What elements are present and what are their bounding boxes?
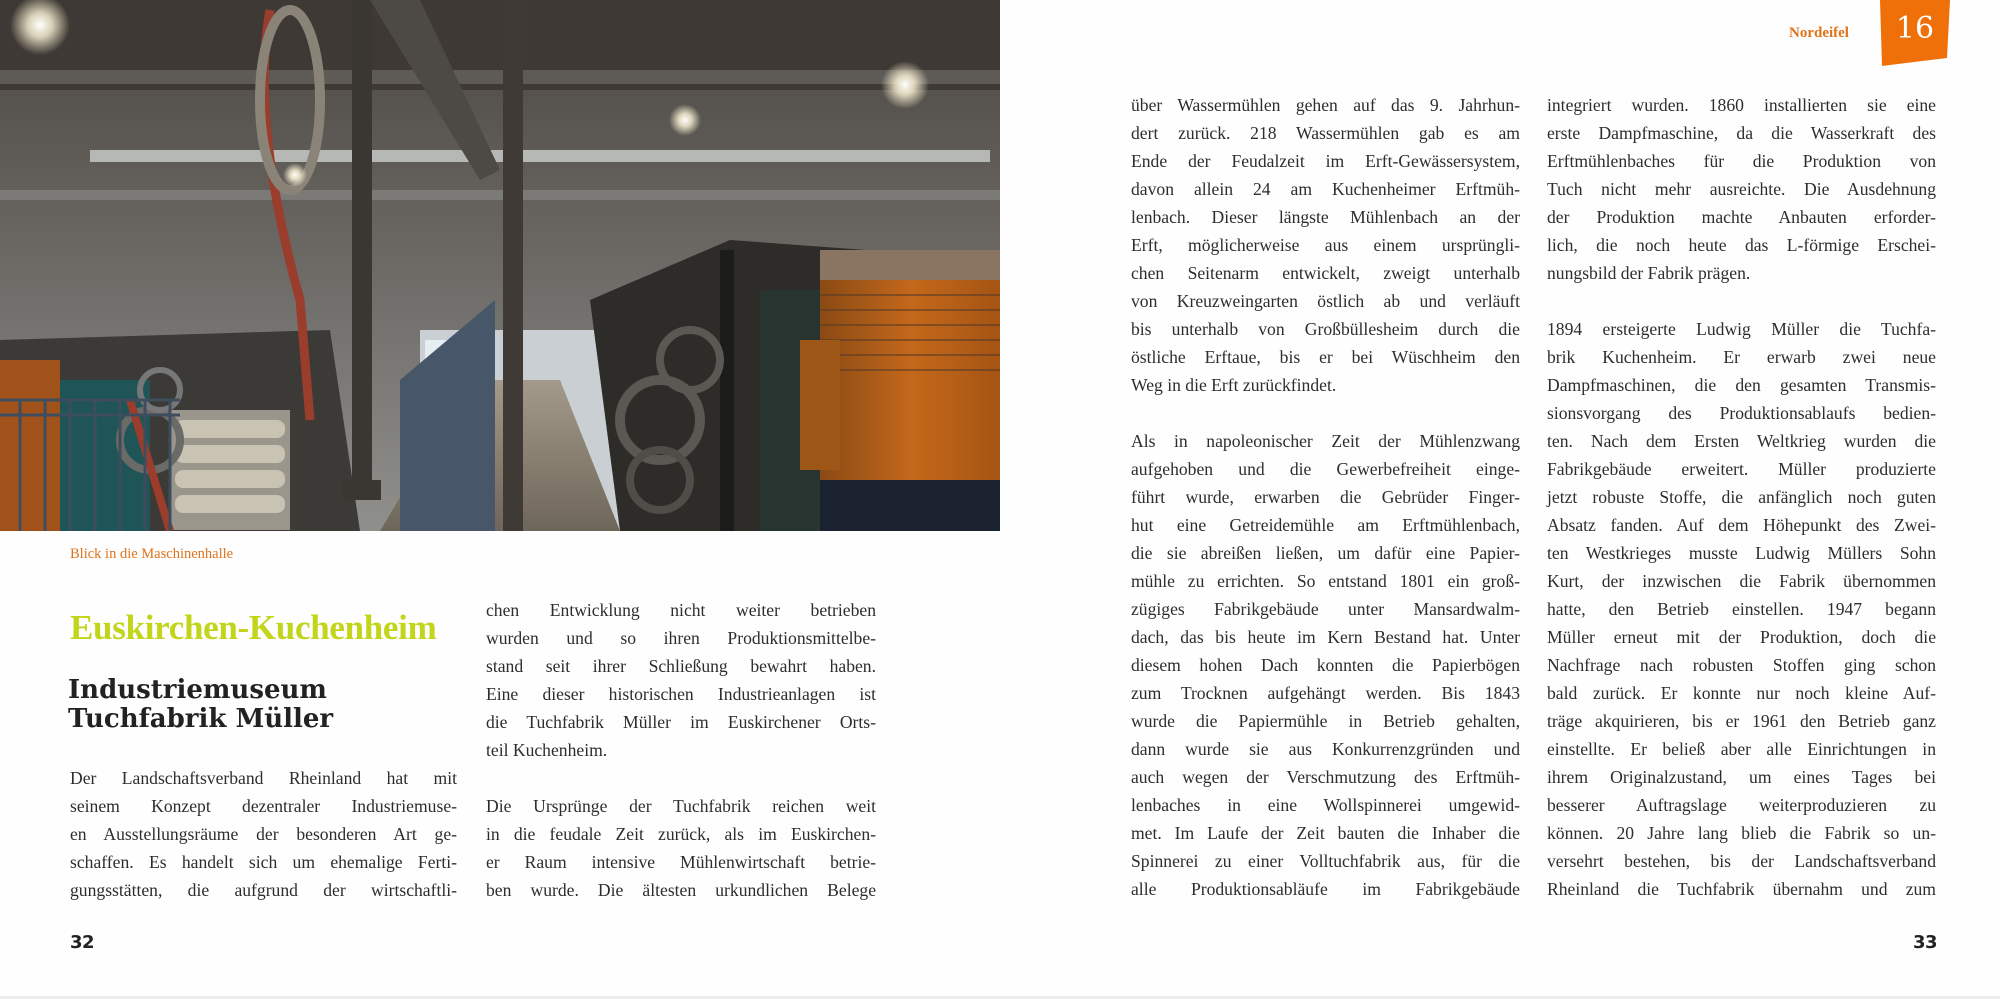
text-line: besserer Auftragslage weiterproduzieren zu: [1547, 795, 1936, 815]
text-line: Spinnerei zu einer Volltuchfabrik aus, für die: [1131, 851, 1520, 871]
text-line: der Produktion machte Anbauten erforder-: [1547, 207, 1936, 227]
text-line: sionsvorgang des Produktionsablaufs bedien-: [1547, 403, 1936, 423]
text-line: alle Produktionsabläufe im Fabrikgebäude: [1131, 879, 1520, 899]
text-line: die Tuchfabrik Müller im Euskirchener Orts-: [486, 712, 876, 732]
text-line: die sie abreißen ließen, um dafür eine Papier-: [1131, 543, 1520, 563]
text-line: er Raum intensive Mühlenwirtschaft betrie-: [486, 852, 876, 872]
text-line: zum Trocknen aufgehängt werden. Bis 1843: [1131, 683, 1520, 703]
text-line: östliche Erftaue, bis er bei Wüschheim den: [1131, 347, 1520, 367]
text-line: dert zurück. 218 Wassermühlen gab es am: [1131, 123, 1520, 143]
text-line: können. 20 Jahre lang blieb die Fabrik so un-: [1547, 823, 1936, 843]
text-line: versehrt bestehen, bis der Landschaftsverband: [1547, 851, 1936, 871]
text-line: diesem hohen Dach konnten die Papierbögen: [1131, 655, 1520, 675]
text-line: ten Westkrieges musste Ludwig Müllers Sohn: [1547, 543, 1936, 563]
right-column-2: [1547, 91, 1936, 903]
text-line: bald zurück. Er konnte nur noch kleine Auf-: [1547, 683, 1936, 703]
text-line: Der Landschaftsverband Rheinland hat mit: [70, 768, 457, 788]
text-line: schaffen. Es handelt sich um ehemalige Ferti-: [70, 852, 457, 872]
machine-hall-photo: [0, 0, 1003, 531]
text-line: bis unterhalb von Großbüllesheim durch die: [1131, 319, 1520, 339]
text-line: träge akquirieren, bis er 1961 den Betrieb ganz: [1547, 711, 1936, 731]
text-line: Fabrikgebäude erweitert. Müller produzierte: [1547, 459, 1936, 479]
text-line: teil Kuchenheim.: [486, 740, 608, 760]
text-line: Nachfrage nach robusten Stoffen ging schon: [1547, 655, 1936, 675]
place-title: Euskirchen-Kuchenheim: [70, 608, 437, 647]
text-line: hut eine Getreidemühle am Erftmühlenbach,: [1131, 515, 1520, 535]
text-line: lich, die noch heute das L-förmige Erschei-: [1547, 235, 1936, 255]
text-line: Müller erneut mit der Produktion, doch die: [1547, 627, 1936, 647]
text-line: einstellte. Er beließ aber alle Einrichtungen in: [1547, 739, 1936, 759]
text-line: seinem Konzept dezentraler Industriemuse-: [70, 796, 457, 816]
text-line: ben wurde. Die ältesten urkundlichen Belege: [486, 880, 876, 900]
text-line: Kurt, der inzwischen die Fabrik übernommen: [1547, 571, 1936, 591]
text-line: stand seit ihrer Schließung bewahrt haben.: [486, 656, 876, 676]
subtitle-line: Tuchfabrik Müller: [68, 704, 334, 734]
text-line: Eine dieser historischen Industrieanlagen ist: [486, 684, 876, 704]
text-line: lenbaches in eine Wollspinnerei umgewid-: [1131, 795, 1520, 815]
text-line: von Kreuzweingarten östlich ab und verläuft: [1131, 291, 1520, 311]
text-line: jetzt robuste Stoffe, die anfänglich noch guten: [1547, 487, 1936, 507]
text-line: nungsbild der Fabrik prägen.: [1547, 263, 1751, 283]
paragraph: [70, 764, 457, 904]
text-line: dann wurde sie aus Konkurrenzgründen und: [1131, 739, 1520, 759]
text-line: Absatz fanden. Auf dem Höhepunkt des Zwei-: [1547, 515, 1936, 535]
text-line: Ende der Feudalzeit im Erft-Gewässersystem,: [1131, 151, 1520, 171]
text-line: chen Seitenarm entwickelt, zweigt unterhalb: [1131, 263, 1520, 283]
text-line: erste Dampfmaschine, da die Wasserkraft des: [1547, 123, 1936, 143]
text-line: Rheinland die Tuchfabrik übernahm und zum: [1547, 879, 1936, 899]
text-line: Erftmühlenbaches für die Produktion von: [1547, 151, 1936, 171]
page-number-left: 32: [70, 932, 95, 953]
text-line: führt wurde, erwarben die Gebrüder Finger-: [1131, 487, 1520, 507]
text-line: ten. Nach dem Ersten Weltkrieg wurden die: [1547, 431, 1936, 451]
text-line: wurden und so ihren Produktionsmittelbe-: [486, 628, 876, 648]
subtitle-line: Industriemuseum: [68, 675, 327, 705]
paragraph: [1131, 91, 1520, 399]
text-line: ihrem Originalzustand, um eines Tages bei: [1547, 767, 1936, 787]
chapter-number: 16: [1895, 11, 1935, 46]
text-line: brik Kuchenheim. Er erwarb zwei neue: [1547, 347, 1936, 367]
museum-subtitle: [68, 676, 333, 734]
paragraph: [486, 596, 876, 764]
left-column-2: [486, 596, 876, 904]
text-line: wurde die Papiermühle in Betrieb gehalten,: [1131, 711, 1520, 731]
text-line: Als in napoleonischer Zeit der Mühlenzwang: [1131, 431, 1520, 451]
text-line: hatte, den Betrieb einstellen. 1947 begann: [1547, 599, 1936, 619]
paragraph: [1131, 427, 1520, 903]
paragraph: [1547, 91, 1936, 287]
section-label: Nordeifel: [1789, 25, 1849, 41]
text-line: Die Ursprünge der Tuchfabrik reichen weit: [486, 796, 876, 816]
text-line: davon allein 24 am Kuchenheimer Erftmüh-: [1131, 179, 1520, 199]
photo-illustration: [0, 0, 1003, 531]
text-line: mühle zu errichten. So entstand 1801 ein groß-: [1131, 571, 1520, 591]
text-line: integriert wurden. 1860 installierten sie eine: [1547, 95, 1936, 115]
text-line: auch wegen der Verschmutzung des Erftmüh-: [1131, 767, 1520, 787]
text-line: in die feudale Zeit zurück, als im Euskirchen-: [486, 824, 876, 844]
chapter-tab: [1880, 0, 1950, 66]
left-column-1: [70, 764, 457, 904]
page-number-right: 33: [1913, 932, 1938, 953]
text-line: 1894 ersteigerte Ludwig Müller die Tuchfa-: [1547, 319, 1936, 339]
text-line: aufgehoben und die Gewerbefreiheit einge-: [1131, 459, 1520, 479]
text-line: lenbach. Dieser längste Mühlenbach an der: [1131, 207, 1520, 227]
paragraph: [1547, 315, 1936, 903]
paragraph: [486, 792, 876, 904]
right-column-1: [1131, 91, 1520, 903]
text-line: Dampfmaschinen, die den gesamten Transmis-: [1547, 375, 1936, 395]
text-line: über Wassermühlen gehen auf das 9. Jahrhun-: [1131, 95, 1520, 115]
text-line: Weg in die Erft zurückfindet.: [1131, 375, 1337, 395]
text-line: gungsstätten, die aufgrund der wirtschaftli-: [70, 880, 457, 900]
text-line: Erft, möglicherweise aus einem ursprüngli-: [1131, 235, 1520, 255]
text-line: Tuch nicht mehr ausreichte. Die Ausdehnung: [1547, 179, 1936, 199]
text-line: chen Entwicklung nicht weiter betrieben: [486, 600, 876, 620]
text-line: dach, das bis heute im Kern Bestand hat. Unter: [1131, 627, 1520, 647]
text-line: en Ausstellungsräume der besonderen Art ge-: [70, 824, 457, 844]
text-line: met. Im Laufe der Zeit bauten die Inhaber die: [1131, 823, 1520, 843]
text-line: zügiges Fabrikgebäude unter Mansardwalm-: [1131, 599, 1520, 619]
photo-caption: Blick in die Maschinenhalle: [70, 546, 234, 562]
